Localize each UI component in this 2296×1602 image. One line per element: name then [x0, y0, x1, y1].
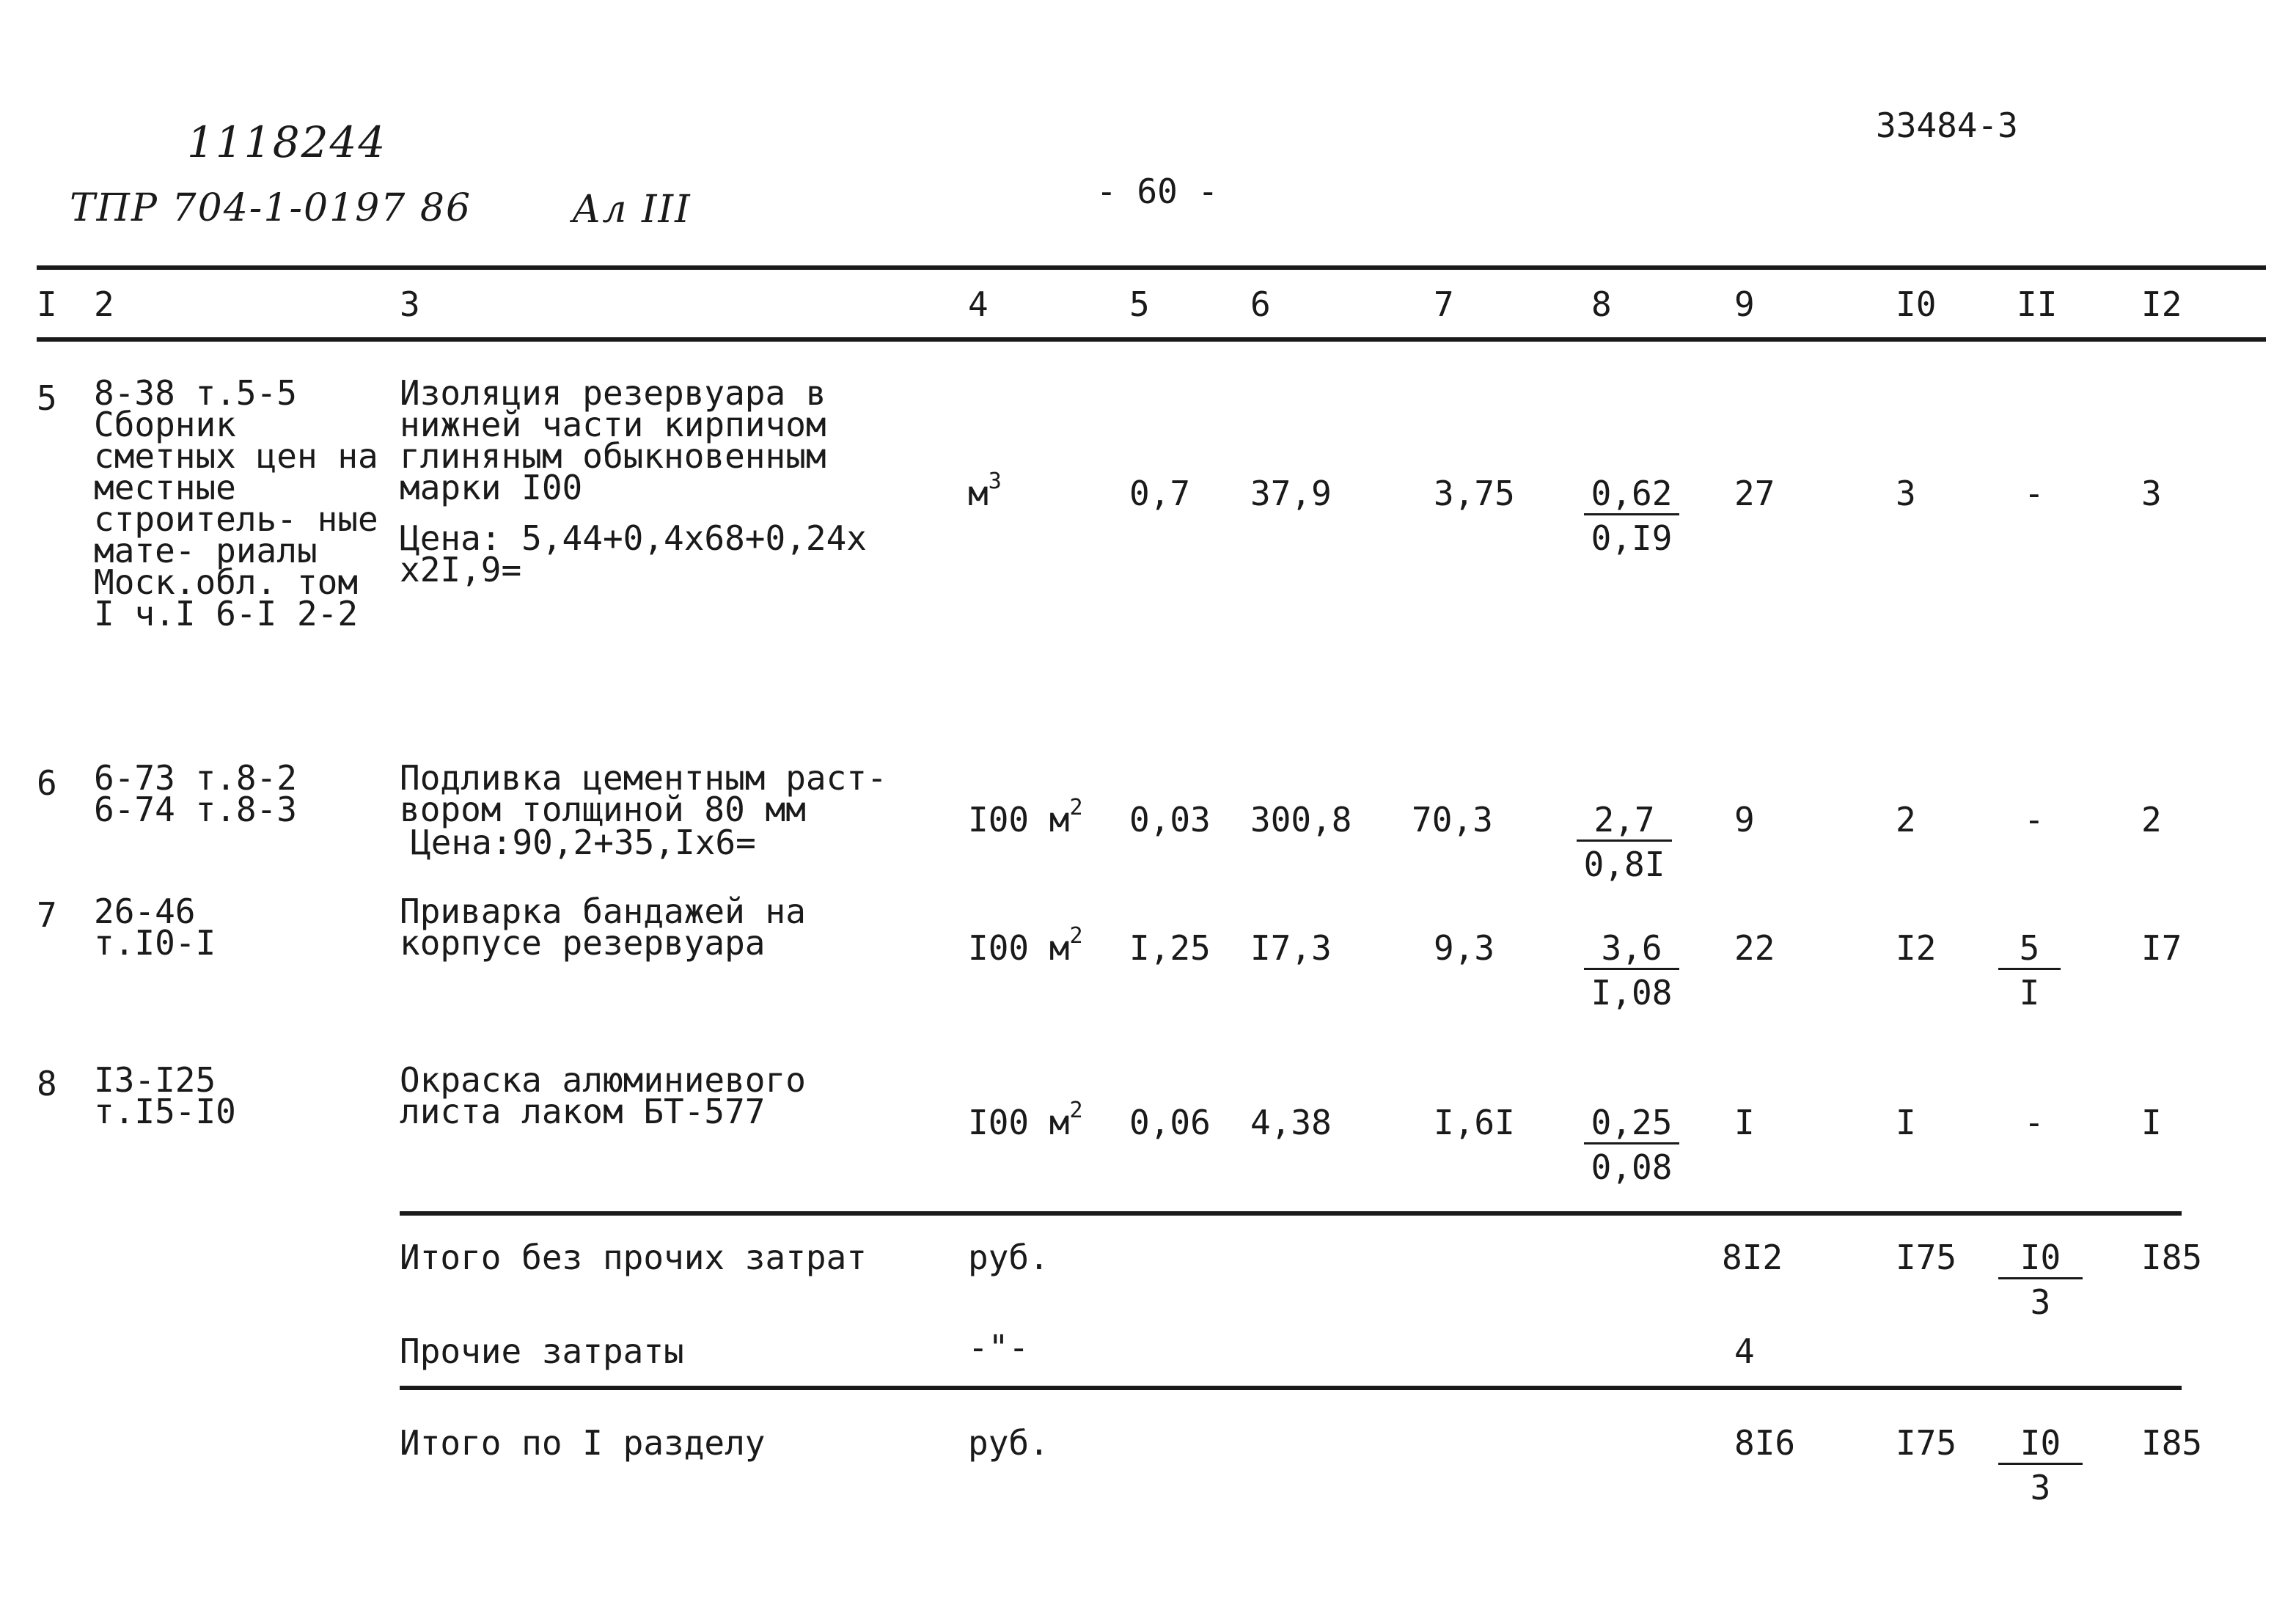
- labor-fraction: 0,62 0,I9: [1584, 477, 1679, 555]
- col12-value: 2: [2141, 800, 2162, 839]
- wage-cost: 3,75: [1434, 474, 1515, 513]
- col10-value: 3: [1896, 474, 1916, 513]
- header-bottom-rule: [37, 337, 2266, 342]
- total-cost: 8I6: [1734, 1423, 1796, 1463]
- col11-value: -: [2024, 1103, 2044, 1142]
- quantity: 0,03: [1129, 800, 1211, 839]
- labor-fraction: 2,7 0,8I: [1577, 803, 1672, 881]
- unit-cost: 300,8: [1250, 800, 1352, 839]
- unit: I00 $м^2$: [968, 795, 1083, 839]
- col12-value: 3: [2141, 474, 2162, 513]
- labor-fraction: 3,6 I,08: [1584, 931, 1679, 1010]
- col10-value: I75: [1896, 1423, 1957, 1463]
- total-label: Итого по I разделу: [400, 1423, 766, 1463]
- column-header-5: 5: [1129, 284, 1150, 324]
- handwritten-album: Ал III: [572, 188, 692, 232]
- labor-fraction: 0,25 0,08: [1584, 1106, 1679, 1184]
- rate-code: I3-I25 т.I5-I0: [94, 1060, 236, 1131]
- handwritten-project-code: ТПР 704-1-0197 86: [70, 186, 472, 230]
- unit-cost: 37,9: [1250, 474, 1332, 513]
- col12-value: I: [2141, 1103, 2162, 1142]
- wage-cost: 70,3: [1412, 800, 1493, 839]
- column-header-8: 8: [1591, 284, 1612, 324]
- total-unit: руб.: [968, 1238, 1049, 1277]
- quantity: 0,7: [1129, 474, 1191, 513]
- col11-value: -: [2024, 474, 2044, 513]
- total-cost: 8I2: [1722, 1238, 1783, 1277]
- total-unit: руб.: [968, 1423, 1049, 1463]
- total-unit: -"-: [968, 1328, 1030, 1367]
- row-number: 7: [37, 895, 57, 935]
- row-number: 6: [37, 763, 57, 803]
- col12-value: I85: [2141, 1423, 2203, 1463]
- col11-fraction: I0 3: [1998, 1426, 2083, 1504]
- rate-code: 8-38 т.5-5 Сборник сметных цен на местные строитель- ные мате- риалы Моск.обл. том I ч.I 6-I 2-2: [94, 373, 378, 633]
- rate-code: 26-46 т.I0-I: [94, 892, 216, 963]
- work-description: Окраска алюминиевого листа лаком БТ-577: [400, 1060, 806, 1131]
- totals-top-rule: [400, 1211, 2182, 1216]
- document-id: 33484-3: [1876, 106, 2018, 145]
- col11-fraction: 5 I: [1998, 931, 2061, 1010]
- column-header-3: 3: [400, 284, 420, 324]
- quantity: I,25: [1129, 928, 1211, 968]
- table-top-rule: [37, 265, 2266, 270]
- section-total-rule: [400, 1386, 2182, 1390]
- work-description: Приварка бандажей на корпусе резервуара: [400, 892, 806, 963]
- page-number: - 60 -: [1096, 172, 1219, 211]
- row-number: 5: [37, 378, 57, 418]
- column-header-7: 7: [1434, 284, 1454, 324]
- col11-fraction: I0 3: [1998, 1241, 2083, 1319]
- rate-code: 6-73 т.8-2 6-74 т.8-3: [94, 758, 297, 829]
- column-header-10: I0: [1896, 284, 1937, 324]
- quantity: 0,06: [1129, 1103, 1211, 1142]
- price-note: Цена:90,2+35,Iх6=: [411, 823, 756, 862]
- column-header-1: I: [37, 284, 57, 324]
- total-label: Итого без прочих затрат: [400, 1238, 867, 1277]
- unit: I00 $м^2$: [968, 1098, 1083, 1142]
- total-cost: I: [1734, 1103, 1755, 1142]
- unit: I00 $м^2$: [968, 923, 1083, 968]
- total-cost: 9: [1734, 800, 1755, 839]
- col12-value: I85: [2141, 1238, 2203, 1277]
- col10-value: I75: [1896, 1238, 1957, 1277]
- column-header-4: 4: [968, 284, 989, 324]
- unit: $м^3$: [968, 469, 1002, 513]
- handwritten-number: 1118244: [187, 117, 387, 167]
- total-cost: 4: [1734, 1331, 1755, 1371]
- column-header-12: I2: [2141, 284, 2182, 324]
- work-description: Подливка цементным раст- вором толщиной 80 мм: [400, 758, 887, 829]
- column-header-2: 2: [94, 284, 114, 324]
- column-header-11: II: [2017, 284, 2058, 324]
- col10-value: I: [1896, 1103, 1916, 1142]
- total-cost: 22: [1734, 928, 1775, 968]
- wage-cost: I,6I: [1434, 1103, 1515, 1142]
- column-header-6: 6: [1250, 284, 1271, 324]
- col10-value: I2: [1896, 928, 1937, 968]
- total-label: Прочие затраты: [400, 1331, 684, 1371]
- work-description: Изоляция резервуара в нижней части кирпичом глиняным обыкновенным марки I00: [400, 373, 826, 507]
- unit-cost: 4,38: [1250, 1103, 1332, 1142]
- total-cost: 27: [1734, 474, 1775, 513]
- wage-cost: 9,3: [1434, 928, 1495, 968]
- row-number: 8: [37, 1064, 57, 1103]
- price-note: Цена: 5,44+0,4х68+0,24х х2I,9=: [400, 518, 867, 589]
- column-header-9: 9: [1734, 284, 1755, 324]
- col10-value: 2: [1896, 800, 1916, 839]
- col12-value: I7: [2141, 928, 2182, 968]
- unit-cost: I7,3: [1250, 928, 1332, 968]
- col11-value: -: [2024, 800, 2044, 839]
